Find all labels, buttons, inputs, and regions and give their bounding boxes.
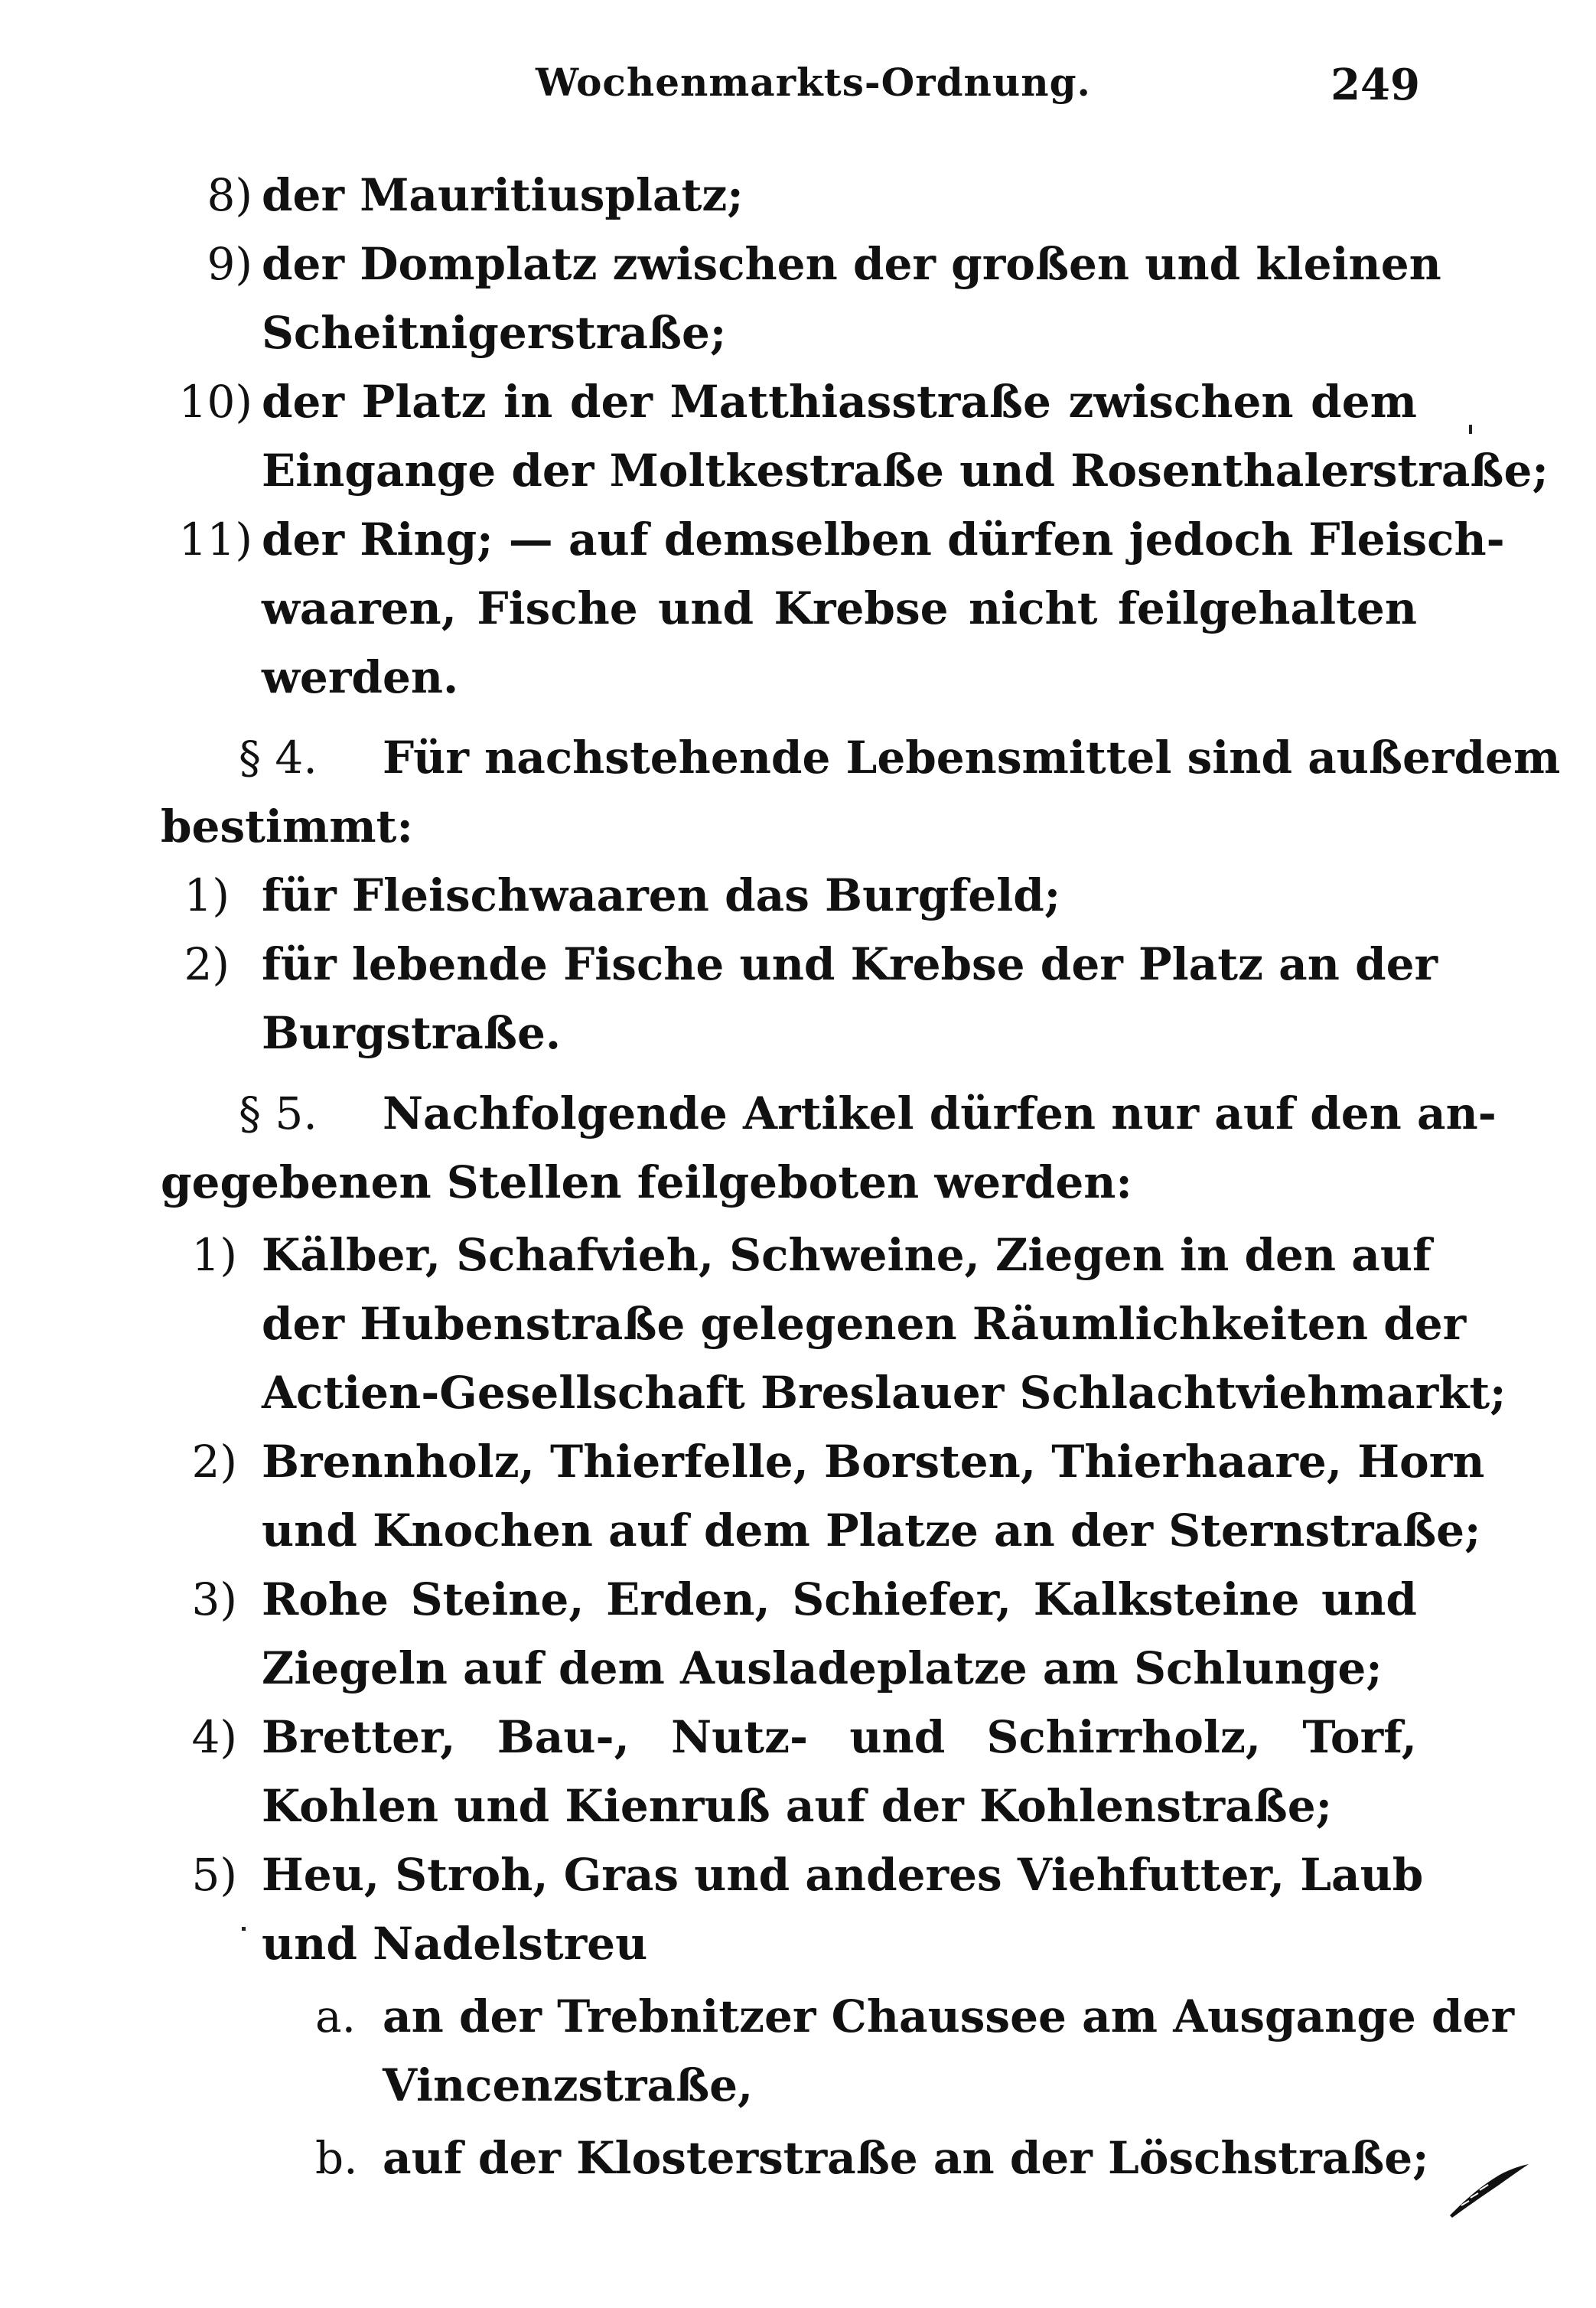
- list-line: für lebende Fische und Krebse der Platz an der: [262, 938, 1438, 990]
- list-number: 1): [191, 1229, 237, 1281]
- list-number: 4): [191, 1711, 237, 1763]
- list-line: Actien-Gesellschaft Breslauer Schlachtviehmarkt;: [262, 1367, 1506, 1419]
- list-line: für Fleischwaaren das Burgfeld;: [262, 869, 1061, 921]
- list-line: Brennholz, Thierfelle, Borsten, Thierhaare, Horn: [262, 1436, 1485, 1488]
- paragraph-line: Für nachstehende Lebensmittel sind außerdem: [383, 732, 1561, 784]
- paragraph-line: Nachfolgende Artikel dürfen nur auf den an-: [383, 1087, 1497, 1139]
- list-number: 2): [184, 938, 230, 990]
- quill-pen-icon: [1446, 2158, 1530, 2219]
- list-line: Burgstraße.: [262, 1007, 562, 1059]
- print-speck: [242, 1927, 246, 1931]
- list-line: Heu, Stroh, Gras und anderes Viehfutter, Laub: [262, 1849, 1424, 1901]
- list-line: Kohlen und Kienruß auf der Kohlenstraße;: [262, 1780, 1333, 1832]
- list-line: der Ring; — auf demselben dürfen jedoch Fleisch-: [262, 513, 1505, 566]
- list-line: Eingange der Moltkestraße und Rosenthalerstraße;: [262, 445, 1549, 497]
- list-number: 10): [178, 376, 252, 428]
- print-speck: [1469, 425, 1472, 434]
- sub-item-letter: b.: [315, 2132, 358, 2184]
- list-line: und Nadelstreu: [262, 1918, 648, 1970]
- sub-item-line: an der Trebnitzer Chaussee am Ausgange der: [383, 1990, 1514, 2042]
- list-number: 3): [191, 1573, 237, 1625]
- section-mark: § 4.: [239, 732, 318, 784]
- list-number: 2): [191, 1436, 237, 1488]
- list-line: der Hubenstraße gelegenen Räumlichkeiten der: [262, 1298, 1467, 1350]
- list-line: Kälber, Schafvieh, Schweine, Ziegen in den auf: [262, 1229, 1432, 1281]
- list-line: der Platz in der Matthiasstraße zwischen dem: [262, 376, 1417, 428]
- section-mark: § 5.: [239, 1087, 318, 1139]
- list-line: und Knochen auf dem Platze an der Sternstraße;: [262, 1504, 1481, 1557]
- list-number: 1): [184, 869, 230, 921]
- list-number: 9): [207, 238, 252, 290]
- sub-item-line: auf der Klosterstraße an der Löschstraße;: [383, 2132, 1429, 2184]
- list-line: werden.: [262, 651, 459, 703]
- sub-item-line: Vincenzstraße,: [383, 2059, 754, 2111]
- page-number: 249: [1331, 60, 1420, 110]
- list-number: 8): [207, 169, 252, 221]
- list-number: 5): [191, 1849, 237, 1901]
- page-header: [0, 60, 1596, 129]
- running-title: Wochenmarkts-Ordnung.: [536, 60, 1091, 105]
- list-line: Rohe Steine, Erden, Schiefer, Kalksteine und: [262, 1573, 1417, 1625]
- paragraph-line: bestimmt:: [161, 800, 413, 852]
- list-line: der Domplatz zwischen der großen und kleinen: [262, 238, 1441, 290]
- list-line: der Mauritiusplatz;: [262, 169, 744, 221]
- list-number: 11): [178, 513, 252, 566]
- list-line: waaren, Fische und Krebse nicht feilgehalten: [262, 582, 1417, 634]
- paragraph-line: gegebenen Stellen feilgeboten werden:: [161, 1156, 1132, 1208]
- list-line: Ziegeln auf dem Ausladeplatze am Schlunge;: [262, 1642, 1383, 1694]
- sub-item-letter: a.: [315, 1990, 357, 2042]
- list-line: Bretter, Bau-, Nutz- und Schirrholz, Torf,: [262, 1711, 1417, 1763]
- list-line: Scheitnigerstraße;: [262, 307, 727, 359]
